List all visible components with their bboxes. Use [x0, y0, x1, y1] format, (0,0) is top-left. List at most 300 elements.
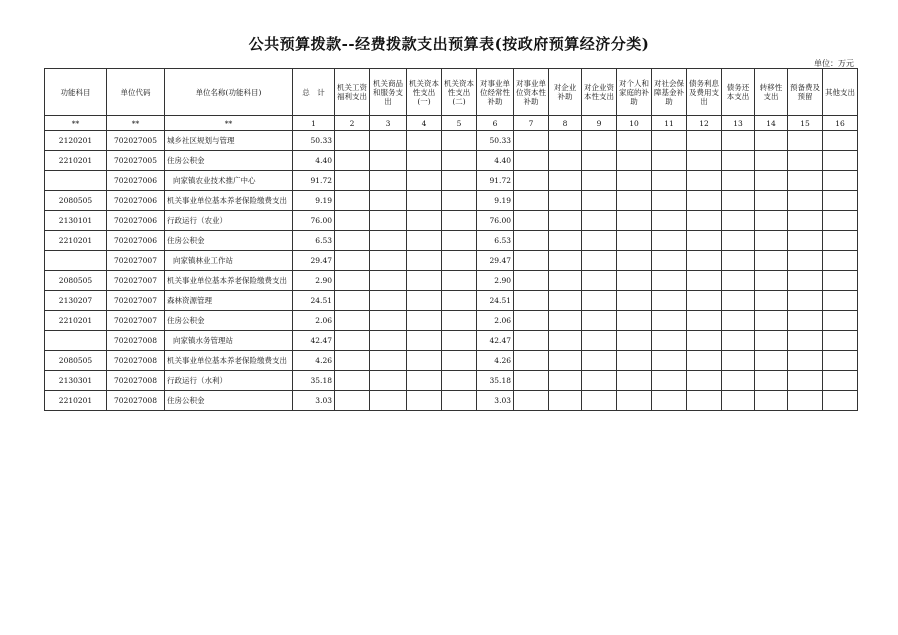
amount-cell [407, 351, 442, 371]
amount-cell [549, 231, 582, 251]
amount-cell [617, 191, 652, 211]
table-row [45, 171, 858, 191]
amount-cell [617, 251, 652, 271]
amount-cell [407, 371, 442, 391]
unit-code-cell: 702027007 [107, 291, 165, 311]
amount-cell [407, 171, 442, 191]
amount-cell [370, 271, 407, 291]
amount-cell [582, 311, 617, 331]
amount-cell [514, 131, 549, 151]
unit-code-cell: 702027005 [107, 151, 165, 171]
table-row [45, 291, 858, 311]
column-header: 单位代码 [107, 69, 165, 116]
amount-cell [370, 231, 407, 251]
column-index: 9 [582, 116, 617, 131]
amount-cell [652, 371, 687, 391]
amount-cell [514, 311, 549, 331]
amount-cell [617, 211, 652, 231]
budget-table-body [45, 69, 858, 411]
amount-cell [687, 391, 722, 411]
unit-code-cell: 702027006 [107, 191, 165, 211]
unit-name-cell: 向家镇林业工作站 [165, 251, 293, 271]
table-row [45, 371, 858, 391]
unit-code-cell: 702027005 [107, 131, 165, 151]
function-code-cell: 2080505 [45, 351, 107, 371]
amount-cell [442, 211, 477, 231]
institution-regular-subsidy-cell: 76.00 [477, 211, 514, 231]
table-row [45, 231, 858, 251]
column-index: 12 [687, 116, 722, 131]
amount-cell [514, 251, 549, 271]
institution-regular-subsidy-cell: 9.19 [477, 191, 514, 211]
total-cell: 50.33 [293, 131, 335, 151]
amount-cell [370, 391, 407, 411]
amount-cell [788, 311, 823, 331]
column-index: ** [107, 116, 165, 131]
amount-cell [370, 171, 407, 191]
amount-cell [370, 211, 407, 231]
amount-cell [442, 151, 477, 171]
amount-cell [442, 311, 477, 331]
amount-cell [755, 291, 788, 311]
column-header: 对事业单位资本性补助 [514, 69, 549, 116]
amount-cell [823, 391, 858, 411]
institution-regular-subsidy-cell: 2.90 [477, 271, 514, 291]
amount-cell [722, 171, 755, 191]
total-cell: 2.90 [293, 271, 335, 291]
amount-cell [823, 291, 858, 311]
unit-name-cell: 住房公积金 [165, 151, 293, 171]
amount-cell [335, 311, 370, 331]
unit-name-cell: 机关事业单位基本养老保险缴费支出 [165, 271, 293, 291]
unit-code-cell: 702027007 [107, 251, 165, 271]
amount-cell [549, 271, 582, 291]
amount-cell [652, 291, 687, 311]
total-cell: 76.00 [293, 211, 335, 231]
amount-cell [617, 371, 652, 391]
unit-name-cell: 住房公积金 [165, 231, 293, 251]
column-index: 1 [293, 116, 335, 131]
column-index: 7 [514, 116, 549, 131]
amount-cell [687, 151, 722, 171]
amount-cell [755, 211, 788, 231]
amount-cell [407, 191, 442, 211]
total-cell: 3.03 [293, 391, 335, 411]
amount-cell [722, 211, 755, 231]
unit-code-cell: 702027006 [107, 171, 165, 191]
unit-label: 单位：万元 [814, 59, 854, 68]
amount-cell [755, 391, 788, 411]
amount-cell [652, 151, 687, 171]
amount-cell [549, 351, 582, 371]
unit-code-cell: 702027008 [107, 351, 165, 371]
amount-cell [788, 191, 823, 211]
function-code-cell: 2120201 [45, 131, 107, 151]
unit-code-cell: 702027006 [107, 231, 165, 251]
amount-cell [549, 251, 582, 271]
unit-name-cell: 森林资源管理 [165, 291, 293, 311]
table-row [45, 311, 858, 331]
unit-name-cell: 机关事业单位基本养老保险缴费支出 [165, 351, 293, 371]
column-index: ** [165, 116, 293, 131]
amount-cell [755, 331, 788, 351]
table-row [45, 151, 858, 171]
column-header: 机关资本性支出(一) [407, 69, 442, 116]
amount-cell [617, 231, 652, 251]
unit-name-cell: 机关事业单位基本养老保险缴费支出 [165, 191, 293, 211]
amount-cell [442, 251, 477, 271]
column-header: 对事业单位经常性补助 [477, 69, 514, 116]
amount-cell [652, 311, 687, 331]
amount-cell [407, 211, 442, 231]
amount-cell [407, 251, 442, 271]
amount-cell [370, 191, 407, 211]
amount-cell [755, 251, 788, 271]
function-code-cell: 2210201 [45, 391, 107, 411]
amount-cell [823, 211, 858, 231]
amount-cell [687, 231, 722, 251]
amount-cell [788, 291, 823, 311]
amount-cell [617, 151, 652, 171]
amount-cell [582, 391, 617, 411]
column-index: 6 [477, 116, 514, 131]
amount-cell [823, 331, 858, 351]
amount-cell [652, 351, 687, 371]
amount-cell [687, 331, 722, 351]
amount-cell [582, 251, 617, 271]
column-header: 总 计 [293, 69, 335, 116]
institution-regular-subsidy-cell: 6.53 [477, 231, 514, 251]
column-header: 对企业补助 [549, 69, 582, 116]
amount-cell [582, 351, 617, 371]
amount-cell [823, 171, 858, 191]
total-cell: 9.19 [293, 191, 335, 211]
amount-cell [755, 311, 788, 331]
amount-cell [687, 311, 722, 331]
table-row [45, 131, 858, 151]
amount-cell [514, 211, 549, 231]
amount-cell [722, 351, 755, 371]
amount-cell [687, 291, 722, 311]
report-title: 公共预算拨款--经费拨款支出预算表(按政府预算经济分类) [248, 35, 650, 53]
amount-cell [582, 271, 617, 291]
amount-cell [582, 191, 617, 211]
amount-cell [407, 311, 442, 331]
amount-cell [582, 171, 617, 191]
column-index: 5 [442, 116, 477, 131]
amount-cell [755, 371, 788, 391]
unit-code-cell: 702027008 [107, 331, 165, 351]
column-header: 机关资本性支出(二) [442, 69, 477, 116]
unit-name-cell: 行政运行（水利） [165, 371, 293, 391]
amount-cell [687, 131, 722, 151]
amount-cell [549, 291, 582, 311]
amount-cell [442, 331, 477, 351]
amount-cell [755, 351, 788, 371]
unit-code-cell: 702027007 [107, 311, 165, 331]
amount-cell [755, 231, 788, 251]
table-row [45, 211, 858, 231]
unit-code-cell: 702027007 [107, 271, 165, 291]
amount-cell [442, 351, 477, 371]
function-code-cell [45, 171, 107, 191]
column-index: 16 [823, 116, 858, 131]
table-row [45, 351, 858, 371]
amount-cell [370, 351, 407, 371]
amount-cell [652, 191, 687, 211]
function-code-cell: 2080505 [45, 191, 107, 211]
amount-cell [687, 211, 722, 231]
amount-cell [335, 211, 370, 231]
amount-cell [335, 171, 370, 191]
amount-cell [407, 271, 442, 291]
amount-cell [652, 251, 687, 271]
amount-cell [514, 271, 549, 291]
column-index: 15 [788, 116, 823, 131]
amount-cell [722, 131, 755, 151]
amount-cell [514, 231, 549, 251]
column-index: 2 [335, 116, 370, 131]
institution-regular-subsidy-cell: 2.06 [477, 311, 514, 331]
total-cell: 29.47 [293, 251, 335, 271]
amount-cell [582, 291, 617, 311]
column-header: 对企业资本性支出 [582, 69, 617, 116]
institution-regular-subsidy-cell: 91.72 [477, 171, 514, 191]
column-index: 14 [755, 116, 788, 131]
amount-cell [549, 331, 582, 351]
amount-cell [335, 291, 370, 311]
amount-cell [687, 191, 722, 211]
amount-cell [823, 191, 858, 211]
amount-cell [335, 231, 370, 251]
amount-cell [442, 271, 477, 291]
table-row [45, 391, 858, 411]
amount-cell [442, 171, 477, 191]
institution-regular-subsidy-cell: 24.51 [477, 291, 514, 311]
institution-regular-subsidy-cell: 4.40 [477, 151, 514, 171]
total-cell: 24.51 [293, 291, 335, 311]
amount-cell [788, 131, 823, 151]
institution-regular-subsidy-cell: 4.26 [477, 351, 514, 371]
amount-cell [722, 311, 755, 331]
amount-cell [722, 231, 755, 251]
column-index: 4 [407, 116, 442, 131]
unit-name-cell: 住房公积金 [165, 311, 293, 331]
amount-cell [335, 391, 370, 411]
amount-cell [722, 371, 755, 391]
amount-cell [823, 131, 858, 151]
amount-cell [514, 391, 549, 411]
amount-cell [407, 291, 442, 311]
amount-cell [335, 371, 370, 391]
amount-cell [549, 391, 582, 411]
amount-cell [687, 251, 722, 271]
amount-cell [514, 171, 549, 191]
amount-cell [549, 171, 582, 191]
function-code-cell: 2210201 [45, 311, 107, 331]
unit-code-cell: 702027008 [107, 391, 165, 411]
amount-cell [514, 151, 549, 171]
amount-cell [407, 151, 442, 171]
amount-cell [788, 331, 823, 351]
amount-cell [687, 271, 722, 291]
amount-cell [722, 391, 755, 411]
amount-cell [370, 331, 407, 351]
amount-cell [652, 391, 687, 411]
amount-cell [788, 351, 823, 371]
column-header: 其他支出 [823, 69, 858, 116]
amount-cell [442, 231, 477, 251]
column-header: 功能科目 [45, 69, 107, 116]
amount-cell [755, 131, 788, 151]
amount-cell [652, 271, 687, 291]
total-cell: 42.47 [293, 331, 335, 351]
column-index: 8 [549, 116, 582, 131]
amount-cell [652, 171, 687, 191]
amount-cell [652, 211, 687, 231]
institution-regular-subsidy-cell: 3.03 [477, 391, 514, 411]
function-code-cell: 2130301 [45, 371, 107, 391]
amount-cell [687, 171, 722, 191]
unit-name-cell: 向家镇农业技术推广中心 [165, 171, 293, 191]
total-cell: 35.18 [293, 371, 335, 391]
amount-cell [788, 251, 823, 271]
amount-cell [755, 151, 788, 171]
amount-cell [755, 191, 788, 211]
unit-code-cell: 702027008 [107, 371, 165, 391]
column-header: 机关商品和服务支出 [370, 69, 407, 116]
function-code-cell: 2130101 [45, 211, 107, 231]
amount-cell [514, 371, 549, 391]
total-cell: 6.53 [293, 231, 335, 251]
amount-cell [335, 131, 370, 151]
column-index: 13 [722, 116, 755, 131]
amount-cell [823, 311, 858, 331]
institution-regular-subsidy-cell: 50.33 [477, 131, 514, 151]
index-row [45, 116, 858, 131]
amount-cell [823, 231, 858, 251]
amount-cell [442, 371, 477, 391]
header-row [45, 69, 858, 116]
amount-cell [755, 271, 788, 291]
amount-cell [617, 351, 652, 371]
amount-cell [407, 131, 442, 151]
amount-cell [549, 191, 582, 211]
amount-cell [823, 351, 858, 371]
amount-cell [370, 371, 407, 391]
amount-cell [755, 171, 788, 191]
amount-cell [823, 251, 858, 271]
amount-cell [335, 191, 370, 211]
unit-name-cell: 向家镇水务管理站 [165, 331, 293, 351]
amount-cell [823, 271, 858, 291]
amount-cell [582, 211, 617, 231]
amount-cell [582, 371, 617, 391]
function-code-cell: 2080505 [45, 271, 107, 291]
amount-cell [442, 391, 477, 411]
function-code-cell: 2210201 [45, 231, 107, 251]
amount-cell [788, 211, 823, 231]
column-index: ** [45, 116, 107, 131]
unit-name-cell: 住房公积金 [165, 391, 293, 411]
amount-cell [722, 191, 755, 211]
amount-cell [722, 291, 755, 311]
amount-cell [582, 331, 617, 351]
amount-cell [514, 351, 549, 371]
unit-name-cell: 城乡社区规划与管理 [165, 131, 293, 151]
total-cell: 2.06 [293, 311, 335, 331]
column-header: 单位名称(功能科目) [165, 69, 293, 116]
amount-cell [617, 311, 652, 331]
table-row [45, 251, 858, 271]
amount-cell [652, 231, 687, 251]
function-code-cell [45, 331, 107, 351]
table-row [45, 191, 858, 211]
column-header: 对个人和家庭的补助 [617, 69, 652, 116]
amount-cell [617, 171, 652, 191]
total-cell: 91.72 [293, 171, 335, 191]
amount-cell [549, 371, 582, 391]
amount-cell [722, 151, 755, 171]
amount-cell [335, 151, 370, 171]
amount-cell [549, 151, 582, 171]
amount-cell [582, 131, 617, 151]
function-code-cell [45, 251, 107, 271]
column-index: 11 [652, 116, 687, 131]
column-header: 债务利息及费用支出 [687, 69, 722, 116]
column-header: 对社会保障基金补助 [652, 69, 687, 116]
column-header: 预备费及预留 [788, 69, 823, 116]
amount-cell [617, 271, 652, 291]
amount-cell [370, 291, 407, 311]
column-index: 3 [370, 116, 407, 131]
amount-cell [722, 251, 755, 271]
amount-cell [687, 351, 722, 371]
amount-cell [370, 151, 407, 171]
amount-cell [407, 331, 442, 351]
amount-cell [788, 171, 823, 191]
column-index: 10 [617, 116, 652, 131]
amount-cell [442, 291, 477, 311]
unit-name-cell: 行政运行（农业） [165, 211, 293, 231]
amount-cell [335, 351, 370, 371]
amount-cell [514, 291, 549, 311]
amount-cell [788, 231, 823, 251]
amount-cell [652, 131, 687, 151]
amount-cell [788, 391, 823, 411]
amount-cell [788, 271, 823, 291]
amount-cell [617, 391, 652, 411]
amount-cell [442, 131, 477, 151]
amount-cell [722, 271, 755, 291]
column-header: 转移性支出 [755, 69, 788, 116]
amount-cell [823, 151, 858, 171]
amount-cell [617, 131, 652, 151]
amount-cell [788, 151, 823, 171]
column-header: 机关工资福利支出 [335, 69, 370, 116]
institution-regular-subsidy-cell: 29.47 [477, 251, 514, 271]
amount-cell [407, 231, 442, 251]
amount-cell [582, 151, 617, 171]
total-cell: 4.40 [293, 151, 335, 171]
total-cell: 4.26 [293, 351, 335, 371]
amount-cell [335, 271, 370, 291]
amount-cell [335, 331, 370, 351]
amount-cell [549, 211, 582, 231]
amount-cell [370, 311, 407, 331]
budget-table [44, 68, 858, 411]
column-header: 债务还本支出 [722, 69, 755, 116]
